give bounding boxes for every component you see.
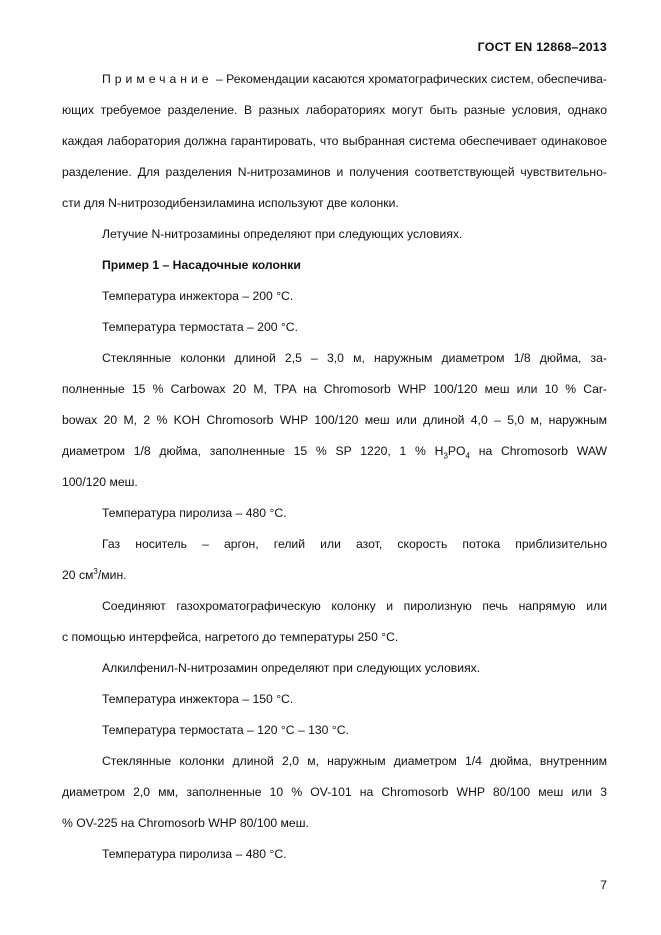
ex1-columns-line-4-b: PO xyxy=(447,444,466,458)
note-line-5: сти для N-нитрозодибензиламина используют две колонки. xyxy=(62,196,399,210)
note-text-1: – Рекомендации касаются хроматографических систем, обеспечива- xyxy=(212,72,607,86)
volatile-intro: Летучие N-нитрозамины определяют при следующих условиях. xyxy=(102,227,463,241)
document-body xyxy=(62,64,607,870)
ex1-connect-line-1: Соединяют газохроматографическую колонку и пиролизную печь напрямую или xyxy=(102,599,607,613)
ex1-injector-temp: Температура инжектора – 200 °С. xyxy=(102,289,294,303)
ex1-connect-line-2: с помощью интерфейса, нагретого до температуры 250 °С. xyxy=(62,630,399,644)
alkyl-intro: Алкилфенил-N-нитрозамин определяют при следующих условиях. xyxy=(102,661,481,675)
ex2-oven-temp: Температура термостата – 120 °С – 130 °С. xyxy=(102,723,349,737)
po4-subscript: 4 xyxy=(465,451,470,461)
note-line-4: разделение. Для разделения N-нитрозаминов и получения соответствующей чувствительно- xyxy=(62,165,607,179)
h3-subscript: 3 xyxy=(443,451,448,461)
example1-heading: Пример 1 – Насадочные колонки xyxy=(102,258,301,272)
ex2-columns-line-3: % OV-225 на Chromosorb WHP 80/100 меш. xyxy=(62,816,309,830)
note-line-1 xyxy=(62,64,607,95)
ex2-injector-temp: Температура инжектора – 150 °С. xyxy=(102,692,294,706)
page-number: 7 xyxy=(600,878,607,892)
ex1-gas-line-1: Газ носитель – аргон, гелий или азот, скорость потока приблизительно xyxy=(102,537,607,551)
ex2-columns-line-2: диаметром 2,0 мм, заполненные 10 % OV-101 на Chromosorb WHP 80/100 меш или 3 xyxy=(62,785,607,799)
ex1-gas-line-2-a: 20 см xyxy=(62,568,94,582)
ex1-columns-line-4-a: диаметром 1/8 дюйма, заполненные 15 % SP 1220, 1 % H xyxy=(62,444,444,458)
ex1-columns-line-5: 100/120 меш. xyxy=(62,475,138,489)
note-line-2: ющих требуемое разделение. В разных лабораториях могут быть разные условия, однако xyxy=(62,103,607,117)
note-label: Примечание xyxy=(102,72,213,86)
cubic-superscript: 3 xyxy=(93,566,98,576)
ex2-pyrolysis-temp: Температура пиролиза – 480 °С. xyxy=(102,847,287,861)
ex1-oven-temp: Температура термостата – 200 °С. xyxy=(102,320,298,334)
ex1-gas-line-2 xyxy=(62,560,607,591)
ex1-columns-line-1: Стеклянные колонки длиной 2,5 – 3,0 м, наружным диаметром 1/8 дюйма, за- xyxy=(102,351,607,365)
note-line-3: каждая лаборатория должна гарантировать, что выбранная система обеспечивает одинаковое xyxy=(62,134,607,148)
ex1-gas-line-2-b: /мин. xyxy=(97,568,127,582)
ex1-columns-line-2: полненные 15 % Carbowax 20 M, TPA на Chromosorb WHP 100/120 меш или 10 % Car- xyxy=(62,382,607,396)
ex1-columns-line-4 xyxy=(62,436,607,467)
ex2-columns-line-1: Стеклянные колонки длиной 2,0 м, наружным диаметром 1/4 дюйма, внутренним xyxy=(102,754,607,768)
ex1-columns-line-3: bowax 20 M, 2 % KOH Chromosorb WHP 100/120 меш или длиной 4,0 – 5,0 м, наружным xyxy=(62,413,607,427)
ex1-columns-line-4-c: на Chromosorb WAW xyxy=(469,444,608,458)
ex1-pyrolysis-temp: Температура пиролиза – 480 °С. xyxy=(102,506,287,520)
standard-header: ГОСТ EN 12868–2013 xyxy=(477,40,607,54)
